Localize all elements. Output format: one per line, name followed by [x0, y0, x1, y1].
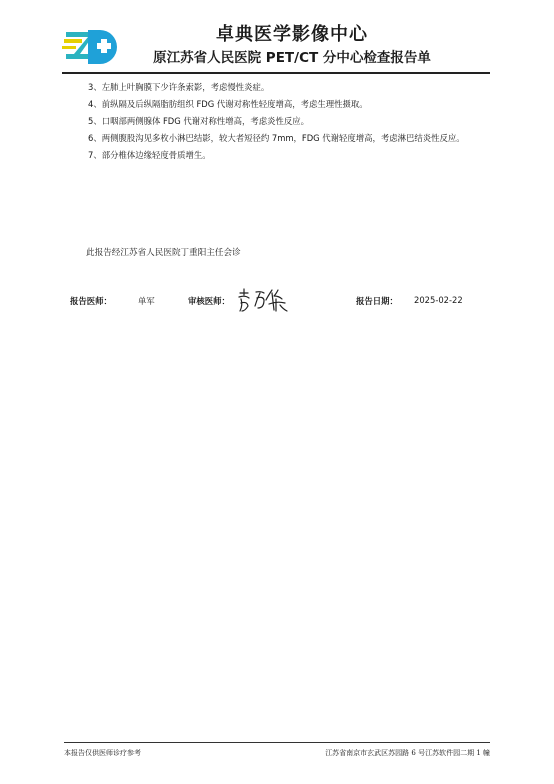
header-divider: [62, 72, 490, 74]
finding-item: 6、两侧腹股沟见多枚小淋巴结影，较大者短径约 7mm，FDG 代谢轻度增高，考虑淋巴结炎性反应。: [88, 133, 465, 143]
finding-item: 5、口咽部两侧腺体 FDG 代谢对称性增高，考虑炎性反应。: [88, 116, 310, 126]
center-title: 卓典医学影像中心: [216, 24, 368, 45]
findings-list: [64, 79, 490, 164]
review-doctor-label: 审核医师：: [188, 296, 230, 306]
footer-divider: [64, 742, 490, 743]
report-date-label: 报告日期：: [356, 296, 398, 306]
report-date-value: 2025-02-22: [414, 295, 463, 305]
footer-disclaimer: 本报告仅供医师诊疗参考: [64, 749, 141, 757]
footer-address: 江苏省南京市玄武区苏园路 6 号江苏软件园二期 1 幢: [325, 749, 490, 757]
report-doctor-label: 报告医师：: [70, 296, 112, 306]
finding-item: 3、左肺上叶胸膜下少许条索影，考虑慢性炎症。: [88, 82, 270, 92]
review-doctor-signature: [236, 285, 290, 315]
finding-item: 7、部分椎体边缘轻度骨质增生。: [88, 150, 211, 160]
report-doctor-name: 单军: [138, 296, 155, 306]
report-subtitle: 原江苏省人民医院 PET/CT 分中心检查报告单: [153, 50, 431, 66]
finding-item: 4、前纵隔及后纵隔脂肪组织 FDG 代谢对称性轻度增高，考虑生理性摄取。: [88, 99, 368, 109]
consultation-note: 此报告经江苏省人民医院丁重阳主任会诊: [86, 248, 241, 258]
